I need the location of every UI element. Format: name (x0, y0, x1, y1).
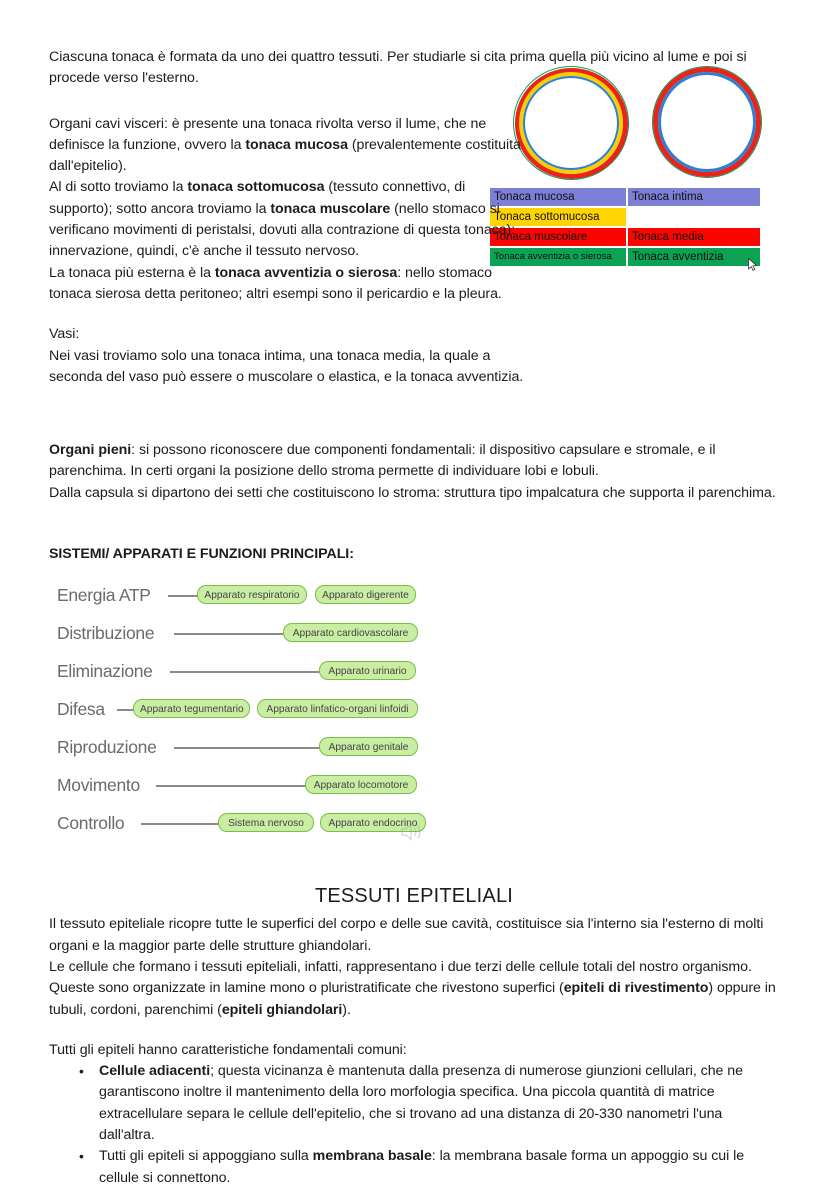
diagram-label-controllo: Controllo (57, 813, 125, 834)
document-body (49, 47, 779, 1189)
pill-apparato-digerente[interactable]: Apparato digerente (315, 585, 416, 604)
paragraph-intro: Ciascuna tonaca è formata da uno dei quattro tessuti. Per studiarle si cita prima quella più vicino al lume e poi si procede verso l'esterno. (49, 49, 747, 87)
connector-line (174, 747, 322, 749)
bold-tonaca-mucosa: tonaca mucosa (245, 136, 348, 153)
bold-tonaca-avventizia: tonaca avventizia o sierosa (214, 264, 398, 281)
paragraph-organi-cavi-3 (49, 263, 529, 306)
connector-line (170, 671, 322, 673)
diagram-row-controllo (57, 811, 437, 835)
bold-epiteli-rivestimento: epiteli di rivestimento (563, 980, 709, 997)
bold-cellule-adiacenti: Cellule adiacenti (99, 1063, 211, 1080)
text-run: Tutti gli epiteli si appoggiano sulla (99, 1148, 313, 1165)
text-run: (tessuto connettivo, di supporto); sotto ancora troviamo la (49, 179, 466, 217)
pill-apparato-endocrino[interactable]: Apparato endocrino (320, 813, 426, 832)
text-run: Al di sotto troviamo la (49, 179, 188, 196)
bold-tonaca-muscolare: tonaca muscolare (270, 200, 391, 217)
paragraph-tessuti-4: Tutti gli epiteli hanno caratteristiche fondamentali comuni: (49, 1041, 407, 1058)
text-run: ; questa vicinanza è mantenuta dalla presenza di numerose giunzioni cellulari, che ne garantiscono inoltre il mantenimento della loro morfologia specifica. Una piccola quantità di matrice extracellulare separa le cellule dell'epitelio, che si trovano ad una distanza di 20-330 nanometri l'una dall'altra. (99, 1063, 743, 1144)
bold-membrana-basale: membrana basale (312, 1148, 432, 1165)
systems-functions-diagram (57, 583, 437, 851)
diagram-row-movimento (57, 773, 437, 797)
legend-cell-avventizia-sierosa: Tonaca avventizia o sierosa (489, 247, 627, 267)
diagram-label-energia: Energia ATP (57, 585, 151, 606)
text-run: (nello stomaco si verificano movimenti di peristalsi, dovuti alla contrazione di questa tonaca): innervazione, quindi, c'è anche il tessuto nervoso. (49, 200, 516, 260)
paragraph-organi-cavi-1 (49, 114, 529, 178)
text-run: Organi cavi visceri: è presente una tonaca rivolta verso il lume, che ne definisce la funzione, ovvero la (49, 115, 487, 153)
legend-cell-media: Tonaca media (627, 227, 761, 247)
connector-line (174, 633, 286, 635)
paragraph-organi-pieni-2: Dalla capsula si dipartono dei setti che costituiscono lo stroma: struttura tipo impalcatura che supporta il parenchima. (49, 484, 776, 501)
pill-apparato-cardiovascolare[interactable]: Apparato cardiovascolare (283, 623, 418, 642)
legend-cell-intima: Tonaca intima (627, 187, 761, 207)
diagram-row-riproduzione (57, 735, 437, 759)
connector-line (141, 823, 222, 825)
organi-cavi-block (49, 114, 529, 389)
diagram-row-energia (57, 583, 437, 607)
diagram-label-eliminazione: Eliminazione (57, 661, 153, 682)
bold-tonaca-sottomucosa: tonaca sottomucosa (187, 179, 325, 196)
list-item (99, 1061, 779, 1146)
pill-apparato-tegumentario[interactable]: Apparato tegumentario (133, 699, 250, 718)
legend-cell-mucosa: Tonaca mucosa (489, 187, 627, 207)
pill-apparato-respiratorio[interactable]: Apparato respiratorio (197, 585, 307, 604)
pill-apparato-locomotore[interactable]: Apparato locomotore (305, 775, 417, 794)
paragraph-tessuti-2: Le cellule che formano i tessuti epiteliali, infatti, rappresentano i due terzi delle cellule totali del nostro organismo. (49, 958, 752, 975)
pill-apparato-urinario[interactable]: Apparato urinario (319, 661, 416, 680)
text-run: (prevalentemente costituita dall'epitelio). (49, 136, 521, 175)
legend-cell-muscolare: Tonaca muscolare (489, 227, 627, 247)
text-run: Queste sono organizzate in lamine mono o pluristratificate che rivestono superfici ( (49, 980, 564, 997)
pill-apparato-linfatico[interactable]: Apparato linfatico-organi linfoidi (257, 699, 418, 718)
paragraph-tessuti-3 (49, 978, 779, 1021)
paragraph-vasi-body: Nei vasi troviamo solo una tonaca intima, una tonaca media, la quale a seconda del vaso può essere o muscolare o elastica, e la tonaca avventizia. (49, 347, 524, 385)
pill-apparato-genitale[interactable]: Apparato genitale (319, 737, 418, 756)
connector-line (156, 785, 309, 787)
diagram-label-movimento: Movimento (57, 775, 140, 796)
diagram-label-distribuzione: Distribuzione (57, 623, 155, 644)
diagram-row-distribuzione (57, 621, 437, 645)
caratteristiche-list (49, 1061, 779, 1189)
heading-sistemi-apparati: SISTEMI/ APPARATI E FUNZIONI PRINCIPALI: (49, 546, 354, 563)
page-title: TESSUTI EPITELIALI (314, 885, 514, 908)
diagram-label-riproduzione: Riproduzione (57, 737, 157, 758)
text-run: : nello stomaco tonaca sierosa detta peritoneo; altri esempi sono il pericardio e la pleura. (49, 264, 502, 302)
bold-epiteli-ghiandolari: epiteli ghiandolari (221, 1001, 343, 1018)
legend-cell-avventizia: Tonaca avventizia (627, 247, 761, 267)
text-run: : si possono riconoscere due componenti fondamentali: il dispositivo capsulare e stromale, e il parenchima. In certi organi la posizione dello stroma permette di individuare lobi e lobuli. (49, 442, 716, 480)
text-run: : la membrana basale forma un appoggio su cui le cellule si connettono. (99, 1148, 745, 1186)
bold-organi-pieni: Organi pieni (49, 442, 132, 459)
pill-sistema-nervoso[interactable]: Sistema nervoso (218, 813, 314, 832)
paragraph-organi-pieni-1 (49, 440, 779, 483)
diagram-label-difesa: Difesa (57, 699, 105, 720)
text-run: La tonaca più esterna è la (49, 264, 215, 281)
paragraph-vasi-heading: Vasi: (49, 326, 80, 343)
diagram-row-eliminazione (57, 659, 437, 683)
paragraph-organi-cavi-2 (49, 177, 529, 262)
list-item (99, 1146, 779, 1189)
legend-cell-sottomucosa: Tonaca sottomucosa (489, 207, 627, 227)
text-run: ). (342, 1001, 351, 1018)
paragraph-tessuti-1: Il tessuto epiteliale ricopre tutte le superfici del corpo e delle sue cavità, costituisce sia l'interno sia l'esterno di molti organi e la maggior parte delle strutture ghiandolari. (49, 916, 764, 954)
diagram-row-difesa (57, 697, 437, 721)
text-run: ) oppure in tubuli, cordoni, parenchimi ( (49, 980, 776, 1018)
